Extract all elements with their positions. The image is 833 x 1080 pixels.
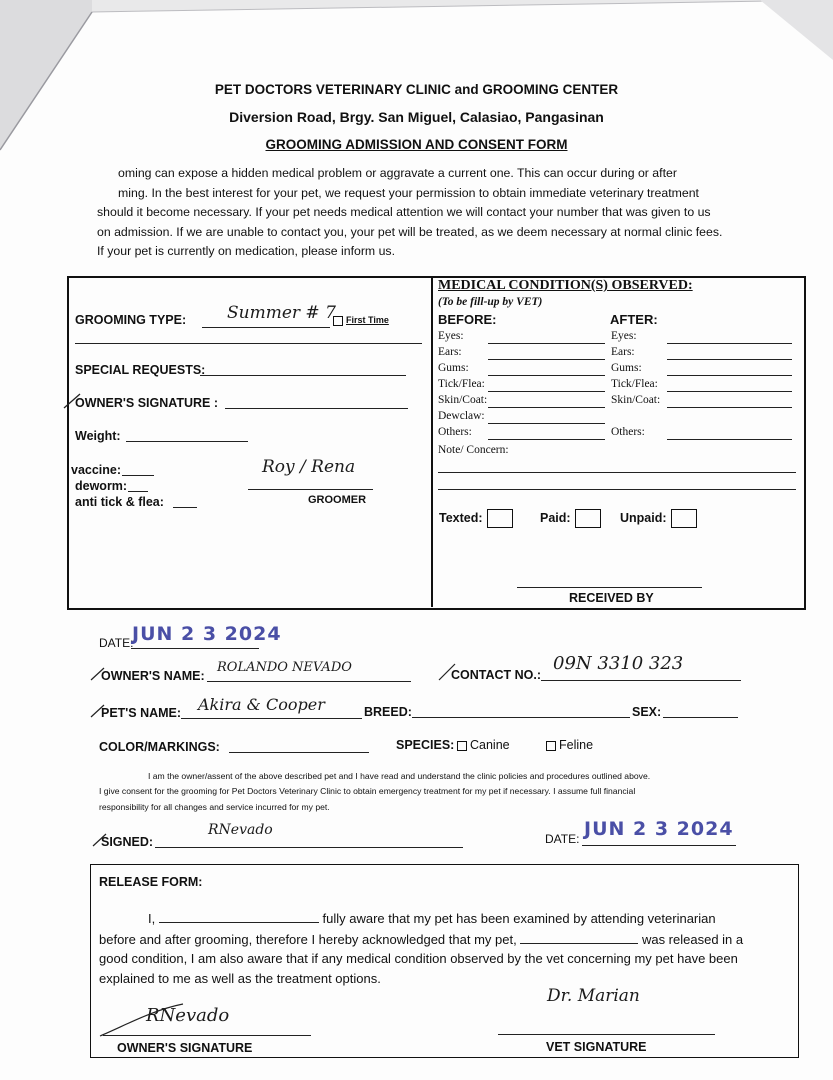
texted-checkbox[interactable] (487, 509, 513, 528)
consent-date-line[interactable] (582, 845, 736, 846)
feline-option[interactable] (546, 738, 593, 752)
paid-field[interactable] (540, 509, 601, 528)
note-line-1[interactable] (438, 472, 796, 473)
release-i: I, (148, 911, 156, 926)
species-label: SPECIES: (396, 738, 455, 752)
release-pet-blank[interactable] (520, 929, 638, 944)
after-row (611, 330, 637, 342)
after-row-label: Skin/Coat: (611, 394, 661, 406)
medical-subtitle: (To be fill-up by VET) (438, 296, 543, 308)
before-row-label: Ears: (438, 346, 462, 358)
release-text (99, 908, 743, 988)
weight-line[interactable] (126, 441, 248, 442)
signed-label: SIGNED: (101, 835, 154, 849)
breed-line[interactable] (412, 717, 630, 718)
contact-label: CONTACT NO.: (451, 668, 542, 682)
after-row-line[interactable] (667, 359, 792, 360)
color-line[interactable] (229, 752, 369, 753)
owner-sig-stroke (98, 1000, 188, 1040)
groomer-value[interactable]: Roy / Rena (262, 457, 356, 477)
before-label: BEFORE: (438, 312, 497, 327)
vaccine-line[interactable] (122, 475, 154, 476)
paid-checkbox[interactable] (575, 509, 601, 528)
after-row-label: Others: (611, 426, 645, 438)
release-line-b1: before and after grooming, therefore I hereby acknowledged that my pet, (99, 931, 517, 947)
date-line[interactable] (131, 648, 259, 649)
clinic-name: PET DOCTORS VETERINARY CLINIC and GROOMING CENTER (214, 82, 619, 97)
after-row (611, 426, 645, 438)
consent-line-2: I give consent for the grooming for Pet Doctors Veterinary Clinic to obtain emergency treatment for my pet if necessary. I assume full financial (99, 786, 636, 796)
groomer-line (248, 489, 373, 490)
before-row-label: Gums: (438, 362, 469, 374)
intro-line-2: ming. In the best interest for your pet, we request your permission to obtain immediate veterinary treatment (118, 185, 699, 200)
after-row (611, 346, 635, 358)
vaccine-label: vaccine: (71, 463, 122, 477)
consent-date-label: DATE: (545, 832, 580, 846)
breed-label: BREED: (364, 705, 412, 719)
note-label: Note/ Concern: (438, 444, 509, 456)
first-time-box[interactable] (333, 316, 343, 326)
before-row (438, 394, 487, 406)
release-line-c: good condition, I am also aware that if any medical condition observed by the vet concerning my pet have been (99, 951, 738, 966)
first-time-checkbox[interactable] (333, 315, 389, 326)
release-owner-sig-line[interactable] (103, 1035, 311, 1036)
canine-option[interactable] (457, 738, 510, 752)
release-line-a: fully aware that my pet has been examined by attending veterinarian (322, 911, 716, 926)
after-row-label: Ears: (611, 346, 635, 358)
before-row-line[interactable] (488, 375, 605, 376)
intro-line-3: should it become necessary. If your pet needs medical attention we will contact your number that was given to us (97, 205, 711, 220)
groomer-label: GROOMER (308, 494, 367, 506)
date-label: DATE: (99, 636, 134, 650)
owner-signature-line[interactable] (225, 408, 408, 409)
release-vet-sig-line[interactable] (498, 1034, 715, 1035)
after-row-label: Tick/Flea: (611, 378, 658, 390)
release-title: RELEASE FORM: (99, 875, 203, 889)
signed-line[interactable] (155, 847, 463, 848)
grooming-type-line (202, 327, 330, 328)
section-divider (431, 277, 433, 607)
pet-check-mark (90, 703, 106, 719)
release-vet-sig-value[interactable]: Dr. Marian (547, 986, 640, 1006)
after-label: AFTER: (610, 312, 658, 327)
received-by-line[interactable] (517, 587, 702, 588)
owner-check-mark (90, 666, 106, 682)
signed-check-mark (92, 832, 108, 848)
canine-label: Canine (470, 738, 510, 752)
pet-name-value[interactable]: Akira & Cooper (198, 695, 325, 714)
before-row (438, 330, 464, 342)
after-row-line[interactable] (667, 375, 792, 376)
signed-value[interactable]: RNevado (208, 822, 273, 838)
before-row-line[interactable] (488, 407, 605, 408)
release-owner-sig-value[interactable]: RNevado (146, 1005, 230, 1026)
intro-line-4: on admission. If we are unable to contact you, your pet will be treated, as we deem necessary at normal clinic fees. (97, 224, 723, 239)
owner-signature-label: OWNER'S SIGNATURE : (75, 396, 219, 410)
release-line-d: explained to me as well as the treatment options. (99, 970, 381, 986)
deworm-line[interactable] (128, 491, 148, 492)
unpaid-field[interactable] (620, 509, 697, 528)
owner-name-line[interactable] (207, 681, 411, 682)
canine-checkbox[interactable] (457, 741, 467, 751)
color-label: COLOR/MARKINGS: (99, 740, 220, 754)
contact-check-mark (438, 662, 456, 682)
special-requests-label: SPECIAL REQUESTS: (75, 363, 206, 377)
feline-label: Feline (559, 738, 594, 752)
intro-paragraph (97, 164, 747, 262)
texted-field[interactable] (439, 509, 513, 528)
weight-label: Weight: (75, 429, 121, 443)
date-stamp: JUN 2 3 2024 (132, 623, 282, 645)
special-requests-line[interactable] (200, 375, 406, 376)
before-row-line[interactable] (488, 439, 605, 440)
contact-value[interactable]: 09N 3310 323 (553, 653, 684, 674)
before-row-line[interactable] (488, 343, 605, 344)
release-line-b2: was released in a (641, 931, 744, 947)
sex-line[interactable] (663, 717, 738, 718)
after-row-line[interactable] (667, 407, 792, 408)
owner-name-label: OWNER'S NAME: (101, 669, 205, 683)
after-row-label: Gums: (611, 362, 642, 374)
check-mark (62, 392, 82, 412)
antitick-label: anti tick & flea: (75, 495, 164, 509)
contact-line[interactable] (541, 680, 741, 681)
consent-line-3: responsibility for all changes and service incurred for my pet. (99, 802, 330, 812)
consent-line-1: I am the owner/assent of the above described pet and I have read and understand the clinic policies and procedures outlined above. (148, 771, 651, 781)
grooming-type-label: GROOMING TYPE: (75, 313, 187, 327)
intro-line-1: oming can expose a hidden medical problem or aggravate a current one. This can occur during or after (118, 166, 677, 180)
grooming-type-line-2 (75, 343, 422, 344)
before-row (438, 426, 472, 438)
first-time-label: First Time (346, 315, 389, 325)
after-row (611, 394, 660, 406)
pet-name-line[interactable] (181, 718, 362, 719)
before-row (438, 362, 469, 374)
after-row-line[interactable] (667, 391, 792, 392)
paid-label: Paid: (540, 510, 571, 525)
unpaid-checkbox[interactable] (671, 509, 697, 528)
after-row-line[interactable] (667, 343, 792, 344)
after-row-label: Eyes: (611, 330, 637, 342)
release-vet-sig-label: VET SIGNATURE (546, 1040, 647, 1054)
feline-checkbox[interactable] (546, 741, 556, 751)
received-by-label: RECEIVED BY (569, 591, 654, 605)
sex-label: SEX: (632, 705, 662, 719)
deworm-label: deworm: (75, 479, 128, 493)
before-row-label: Eyes: (438, 330, 464, 342)
pet-name-label: PET'S NAME: (101, 706, 182, 720)
release-owner-sig-label: OWNER'S SIGNATURE (117, 1041, 253, 1055)
before-row (438, 410, 485, 422)
unpaid-label: Unpaid: (620, 510, 667, 525)
before-row-line[interactable] (488, 391, 605, 392)
medical-title: MEDICAL CONDITION(S) OBSERVED: (438, 278, 693, 293)
after-row (611, 378, 658, 390)
grooming-type-value[interactable]: Summer # 7 (227, 303, 336, 323)
before-row-label: Tick/Flea: (438, 378, 485, 390)
before-row-line[interactable] (488, 359, 605, 360)
before-row (438, 346, 462, 358)
before-row-line[interactable] (488, 423, 605, 424)
before-row-label: Others: (438, 426, 472, 438)
note-line-2[interactable] (438, 489, 796, 490)
form-title: GROOMING ADMISSION AND CONSENT FORM (265, 137, 568, 152)
texted-label: Texted: (439, 510, 483, 525)
before-row (438, 378, 485, 390)
release-owner-blank[interactable] (159, 908, 319, 923)
intro-line-5: If your pet is currently on medication, please inform us. (97, 244, 395, 259)
owner-name-value[interactable]: ROLANDO NEVADO (217, 660, 352, 675)
consent-date-stamp: JUN 2 3 2024 (584, 818, 734, 840)
before-row-label: Skin/Coat: (438, 394, 488, 406)
after-row-line[interactable] (667, 439, 792, 440)
antitick-line[interactable] (173, 507, 197, 508)
before-row-label: Dewclaw: (438, 410, 485, 422)
after-row (611, 362, 642, 374)
clinic-address: Diversion Road, Brgy. San Miguel, Calasiao, Pangasinan (229, 109, 604, 125)
